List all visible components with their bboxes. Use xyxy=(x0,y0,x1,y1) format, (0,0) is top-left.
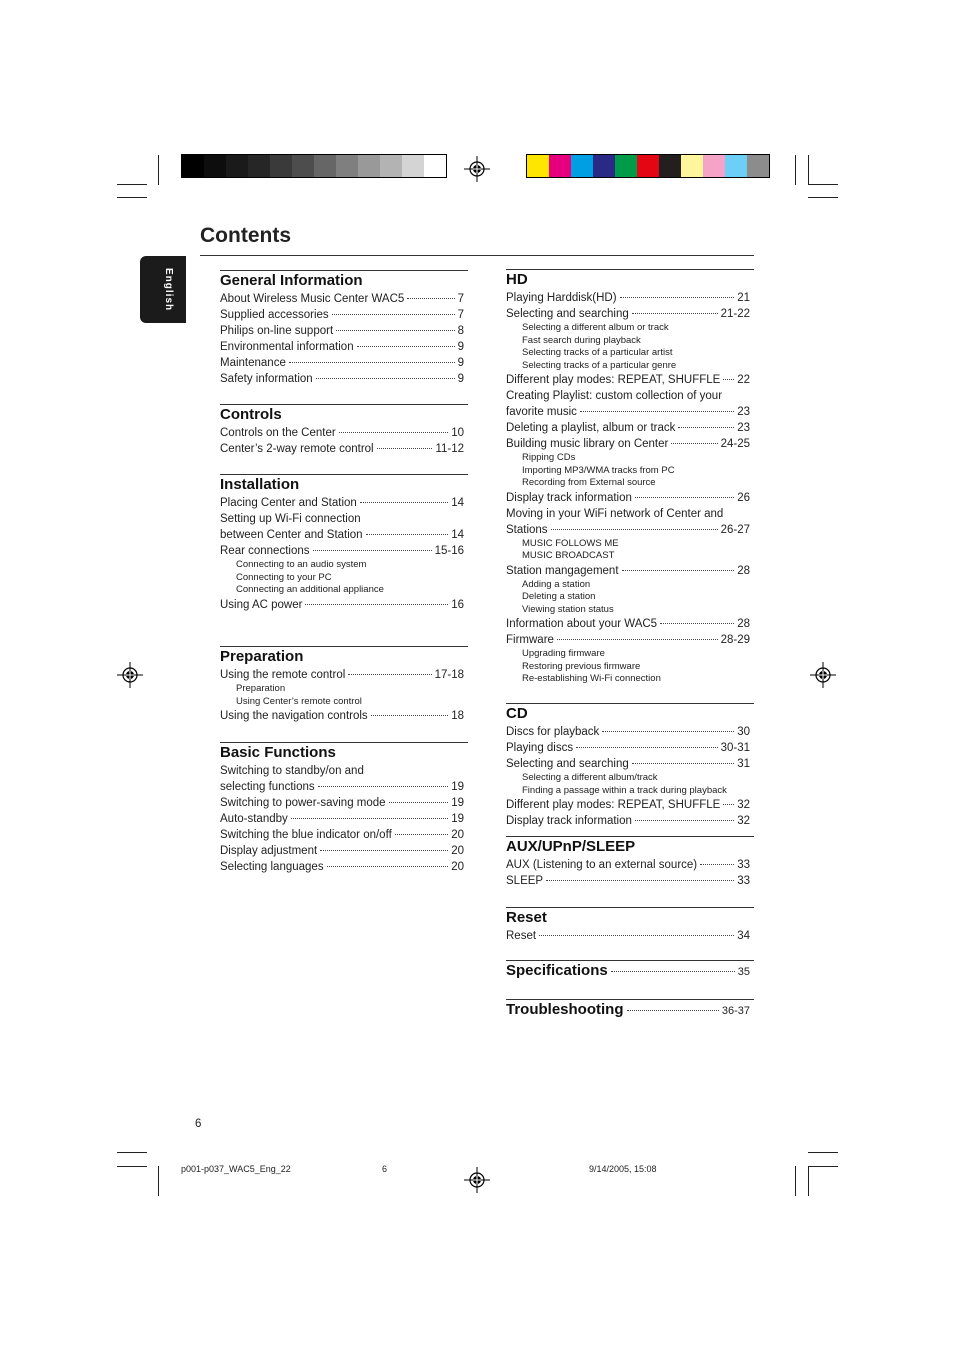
footer-datetime: 9/14/2005, 15:08 xyxy=(589,1164,657,1174)
toc-entry[interactable]: between Center and Station 14 xyxy=(220,529,464,541)
toc-subentry[interactable]: Re-establishing Wi-Fi connection xyxy=(522,673,661,684)
toc-section-reset xyxy=(506,907,754,944)
section-heading: Specifications xyxy=(506,962,608,979)
toc-entry[interactable]: Switching the blue indicator on/off 20 xyxy=(220,829,464,841)
toc-entry[interactable]: Using the navigation controls 18 xyxy=(220,710,464,722)
grayscale-calibration-bar xyxy=(181,154,447,178)
color-swatch xyxy=(659,155,681,177)
color-swatch xyxy=(248,155,270,177)
footer-filename: p001-p037_WAC5_Eng_22 xyxy=(181,1164,291,1174)
toc-entry[interactable]: selecting functions 19 xyxy=(220,781,464,793)
registration-mark-icon xyxy=(810,662,836,688)
toc-subentry[interactable]: Selecting a different album or track xyxy=(522,322,669,333)
toc-entry[interactable]: Switching to power-saving mode 19 xyxy=(220,797,464,809)
color-swatch xyxy=(747,155,769,177)
toc-entry[interactable]: Different play modes: REPEAT, SHUFFLE 22 xyxy=(506,374,750,386)
toc-section-troubleshooting xyxy=(506,999,754,1019)
toc-subentry[interactable]: Preparation xyxy=(236,683,286,694)
toc-entry[interactable]: Discs for playback 30 xyxy=(506,726,750,738)
page-number: 6 xyxy=(195,1118,202,1130)
section-heading: Troubleshooting xyxy=(506,1001,624,1018)
toc-subentry[interactable]: Viewing station status xyxy=(522,603,614,615)
section-heading: Preparation xyxy=(220,648,304,665)
section-heading: General Information xyxy=(220,272,363,289)
toc-subentry[interactable]: MUSIC FOLLOWS ME xyxy=(522,537,619,549)
color-swatch xyxy=(358,155,380,177)
toc-entry[interactable]: Selecting and searching 31 xyxy=(506,758,750,770)
toc-section-general xyxy=(220,270,468,387)
toc-entry[interactable]: AUX (Listening to an external source) 33 xyxy=(506,859,750,871)
toc-entry[interactable]: Display track information 26 xyxy=(506,491,750,504)
toc-subentry[interactable]: Connecting to your PC xyxy=(236,571,332,583)
toc-subentry[interactable]: Adding a station xyxy=(522,578,591,590)
toc-entry[interactable]: Supplied accessories 7 xyxy=(220,309,464,321)
toc-entry[interactable]: Station mangagement 28 xyxy=(506,564,750,577)
toc-entry[interactable]: Selecting and searching 21-22 xyxy=(506,308,750,320)
title-rule xyxy=(200,255,754,256)
toc-entry[interactable]: Different play modes: REPEAT, SHUFFLE 32 xyxy=(506,799,750,811)
toc-entry[interactable]: Display adjustment 20 xyxy=(220,845,464,857)
color-swatch xyxy=(593,155,615,177)
registration-mark-icon xyxy=(464,156,490,182)
toc-section-basic-functions xyxy=(220,742,468,875)
toc-entry[interactable]: Controls on the Center 10 xyxy=(220,427,464,439)
toc-entry[interactable]: Information about your WAC5 28 xyxy=(506,618,750,630)
color-swatch xyxy=(703,155,725,177)
section-heading: Controls xyxy=(220,406,282,423)
toc-entry[interactable]: Auto-standby 19 xyxy=(220,813,464,825)
section-heading: HD xyxy=(506,271,528,288)
toc-subentry[interactable]: Deleting a station xyxy=(522,591,596,602)
toc-entry[interactable]: Deleting a playlist, album or track 23 xyxy=(506,422,750,434)
toc-entry[interactable]: Troubleshooting 36-37 xyxy=(506,1001,750,1018)
toc-subentry[interactable]: Selecting tracks of a particular artist xyxy=(522,347,673,358)
toc-subentry[interactable]: MUSIC BROADCAST xyxy=(522,550,615,561)
toc-section-specifications xyxy=(506,960,754,980)
color-swatch xyxy=(336,155,358,177)
toc-subentry[interactable]: Upgrading firmware xyxy=(522,648,605,659)
color-swatch xyxy=(204,155,226,177)
toc-entry[interactable]: Building music library on Center 24-25 xyxy=(506,438,750,450)
color-swatch xyxy=(182,155,204,177)
toc-entry[interactable]: Placing Center and Station 14 xyxy=(220,497,464,509)
color-swatch xyxy=(615,155,637,177)
registration-mark-icon xyxy=(117,662,143,688)
toc-subentry[interactable]: Using Center’s remote control xyxy=(236,695,362,707)
toc-subentry[interactable]: Ripping CDs xyxy=(522,452,576,463)
toc-subentry[interactable]: Connecting an additional appliance xyxy=(236,584,384,595)
toc-subentry[interactable]: Selecting tracks of a particular genre xyxy=(522,359,677,371)
color-swatch xyxy=(527,155,549,177)
language-tab-label: English xyxy=(163,268,174,312)
footer-page: 6 xyxy=(382,1164,388,1174)
toc-section-controls xyxy=(220,404,468,457)
color-swatch xyxy=(424,155,446,177)
registration-mark-icon xyxy=(464,1167,490,1193)
toc-entry-line[interactable]: Moving in your WiFi network of Center and xyxy=(506,507,724,520)
toc-entry[interactable]: Environmental information 9 xyxy=(220,341,464,353)
toc-subentry[interactable]: Selecting a different album/track xyxy=(522,772,658,783)
color-swatch xyxy=(725,155,747,177)
section-heading: Basic Functions xyxy=(220,744,336,761)
toc-section-installation xyxy=(220,474,468,613)
toc-subentry[interactable]: Recording from External source xyxy=(522,477,656,488)
toc-entry[interactable]: Using the remote control 17-18 xyxy=(220,669,464,681)
toc-subentry[interactable]: Importing MP3/WMA tracks from PC xyxy=(522,464,675,476)
toc-entry[interactable]: Stations 26-27 xyxy=(506,523,750,536)
color-swatch xyxy=(226,155,248,177)
toc-subentry[interactable]: Restoring previous firmware xyxy=(522,660,641,672)
toc-entry[interactable]: Playing Harddisk(HD) 21 xyxy=(506,292,750,304)
toc-section-preparation xyxy=(220,646,468,724)
toc-entry-line[interactable]: Setting up Wi-Fi connection xyxy=(220,513,361,525)
toc-entry[interactable]: SLEEP 33 xyxy=(506,875,750,887)
color-swatch xyxy=(637,155,659,177)
toc-entry-line[interactable]: Creating Playlist: custom collection of your xyxy=(506,390,723,402)
toc-entry[interactable]: Philips on-line support 8 xyxy=(220,325,464,337)
toc-entry[interactable]: About Wireless Music Center WAC5 7 xyxy=(220,293,464,305)
toc-subentry[interactable]: Connecting to an audio system xyxy=(236,559,367,570)
color-calibration-bar xyxy=(526,154,770,178)
toc-entry[interactable]: Firmware 28-29 xyxy=(506,634,750,646)
color-swatch xyxy=(380,155,402,177)
page-title: Contents xyxy=(200,224,291,247)
color-swatch xyxy=(314,155,336,177)
color-swatch xyxy=(292,155,314,177)
section-heading: Installation xyxy=(220,476,300,493)
toc-section-cd xyxy=(506,703,754,829)
toc-entry[interactable]: Center’s 2-way remote control 11-12 xyxy=(220,443,464,455)
color-swatch xyxy=(549,155,571,177)
toc-section-aux xyxy=(506,836,754,889)
language-tab xyxy=(140,256,186,323)
toc-entry[interactable]: Safety information 9 xyxy=(220,373,464,385)
toc-entry[interactable]: Specifications 35 xyxy=(506,962,750,979)
toc-entry[interactable]: Display track information 32 xyxy=(506,815,750,827)
toc-entry[interactable]: Using AC power 16 xyxy=(220,598,464,611)
toc-subentry[interactable]: Fast search during playback xyxy=(522,334,641,346)
toc-entry[interactable]: Playing discs 30-31 xyxy=(506,742,750,754)
toc-entry[interactable]: Selecting languages 20 xyxy=(220,861,464,873)
toc-subentry[interactable]: Finding a passage within a track during playback xyxy=(522,784,727,796)
color-swatch xyxy=(571,155,593,177)
color-swatch xyxy=(402,155,424,177)
section-heading: CD xyxy=(506,705,528,722)
toc-entry[interactable]: favorite music 23 xyxy=(506,406,750,418)
toc-section-hd xyxy=(506,269,754,686)
section-heading: Reset xyxy=(506,909,547,926)
toc-entry-line[interactable]: Switching to standby/on and xyxy=(220,765,364,777)
section-heading: AUX/UPnP/SLEEP xyxy=(506,838,636,855)
toc-entry[interactable]: Reset 34 xyxy=(506,930,750,942)
toc-entry[interactable]: Rear connections 15-16 xyxy=(220,545,464,557)
color-swatch xyxy=(681,155,703,177)
toc-entry[interactable]: Maintenance 9 xyxy=(220,357,464,369)
color-swatch xyxy=(270,155,292,177)
